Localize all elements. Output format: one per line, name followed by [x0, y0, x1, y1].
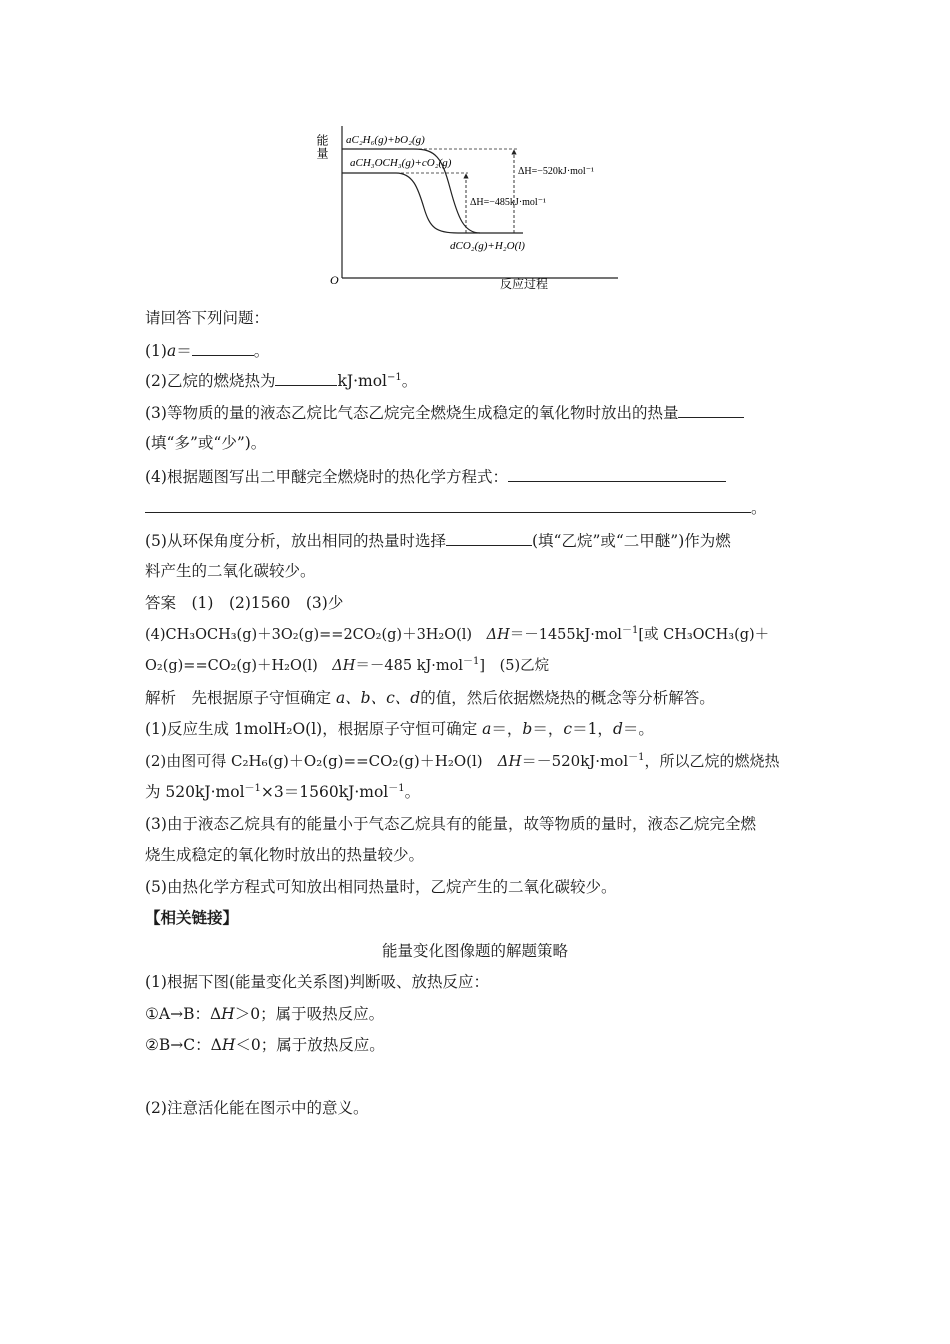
analysis-p2-l2-a: 为 520kJ·mol	[145, 783, 245, 801]
q3-text: (3)等物质的量的液态乙烷比气态乙烷完全燃烧生成稳定的氧化物时放出的热量	[145, 404, 679, 422]
analysis-p1	[145, 719, 654, 739]
dh-2-label: ΔH=−485kJ·mol⁻¹	[470, 197, 546, 208]
analysis-p2-l2-c: 。	[404, 783, 421, 801]
answer-line-2	[145, 625, 769, 645]
analysis-p2-l2-sup1: －1	[244, 782, 261, 794]
q1-eq: ＝	[176, 342, 192, 360]
analysis-p2-line-1	[145, 751, 780, 771]
related-p1-ii-b: ＜0；属于放热反应。	[235, 1036, 385, 1054]
related-p1-i-a: ①A→B：Δ	[145, 1005, 222, 1023]
q4-answer-blank-2[interactable]	[145, 497, 751, 513]
question-4-line-2	[145, 497, 767, 518]
y-axis-label: 能量	[315, 134, 329, 160]
q4-text: (4)根据题图写出二甲醚完全燃烧时的热化学方程式：	[145, 468, 508, 486]
analysis-p1-a: (1)反应生成 1molH₂O(l)，根据原子守恒可确定	[145, 720, 483, 738]
q1-answer-blank[interactable]	[192, 340, 254, 356]
question-3-line-1	[145, 402, 744, 423]
analysis-p2-l2-b: ×3＝1560kJ·mol	[260, 783, 389, 801]
answer-line-3	[145, 656, 549, 676]
reactant-a-label: aC₂H₆(g)+bO₂(g)	[346, 134, 425, 146]
related-p1-ii-a: ②B→C：Δ	[145, 1036, 222, 1054]
related-header: 【相关链接】	[145, 908, 239, 927]
answer-dh-1: ΔH	[486, 627, 510, 643]
analysis-p1-c: ＝，	[532, 720, 564, 738]
x-axis-label: 反应过程	[500, 277, 549, 291]
related-p1: (1)根据下图(能量变化关系图)判断吸、放热反应：	[145, 973, 490, 991]
analysis-p2-l2-sup2: －1	[388, 782, 405, 794]
answer-dh-1-value: ＝－1455kJ·mol	[509, 627, 622, 643]
analysis-p1-var-b: b	[522, 720, 533, 738]
q3-answer-blank[interactable]	[678, 402, 744, 418]
analysis-p2-sup: －1	[628, 752, 645, 763]
analysis-p1-var-c: c	[563, 720, 573, 738]
analysis-label: 解析 先根据原子守恒确定	[145, 689, 336, 707]
analysis-p3-line-2: 烧生成稳定的氧化物时放出的热量较少。	[145, 846, 425, 864]
product-label: dCO₂(g)+H₂O(l)	[450, 240, 525, 252]
analysis-p2-line-2	[145, 782, 420, 802]
analysis-intro	[145, 688, 715, 708]
analysis-p1-var-d: d	[612, 720, 623, 738]
question-5-line-2: 料产生的二氧化碳较少。	[145, 562, 316, 580]
question-4-line-1	[145, 466, 726, 487]
analysis-p2-eq: (2)由图可得 C₂H₆(g)＋O₂(g)==CO₂(g)＋H₂O(l)	[145, 752, 498, 770]
origin-label: O	[330, 273, 339, 287]
q2-unit: kJ·mol	[337, 372, 387, 390]
q5-text-b: (填“乙烷”或“二甲醚”)作为燃	[531, 532, 731, 550]
q1-prefix: (1)	[145, 342, 167, 360]
analysis-p1-e: ＝。	[622, 720, 654, 738]
question-5-line-1	[145, 530, 731, 551]
reactant-b-label: aCH₃OCH₃(g)+cO₂(g)	[350, 157, 452, 169]
answer-dh-2-value: ＝－485 kJ·mol	[355, 658, 464, 674]
question-intro: 请回答下列问题：	[145, 309, 270, 327]
q1-end: 。	[253, 342, 270, 360]
related-p1-ii-h: H	[221, 1036, 236, 1054]
energy-diagram	[315, 118, 638, 298]
q2-sup: −1	[387, 371, 402, 383]
analysis-p2-dh: ΔH	[497, 752, 522, 770]
energy-diagram-svg	[315, 118, 638, 298]
answer-line-1: 答案 (1) (2)1560 (3)少	[145, 594, 344, 612]
q4-end: 。	[751, 499, 767, 517]
q2-answer-blank[interactable]	[275, 370, 337, 386]
analysis-intro-end: 的值，然后依据燃烧热的概念等分析解答。	[420, 689, 715, 707]
analysis-p3-line-1: (3)由于液态乙烷具有的能量小于气态乙烷具有的能量，故等物质的量时，液态乙烷完全燃	[145, 815, 756, 833]
analysis-p2-text: ，所以乙烷的燃烧热	[644, 752, 780, 770]
q2-prefix: (2)乙烷的燃烧热为	[145, 372, 276, 390]
question-1	[145, 340, 269, 361]
answer-eq-2: O₂(g)==CO₂(g)＋H₂O(l)	[145, 658, 333, 674]
analysis-p1-b: ＝，	[491, 720, 523, 738]
related-p2: (2)注意活化能在图示中的意义。	[145, 1099, 369, 1117]
analysis-p2-dh-value: ＝－520kJ·mol	[521, 752, 629, 770]
related-p1-ii	[145, 1035, 385, 1055]
q4-answer-blank-1[interactable]	[508, 466, 726, 482]
analysis-p1-d: ＝1，	[572, 720, 613, 738]
q5-text-a: (5)从环保角度分析，放出相同的热量时选择	[145, 532, 446, 550]
analysis-vars: a、b、c、d	[335, 689, 421, 707]
answer-alt-start: [或 CH₃OCH₃(g)＋	[638, 627, 770, 643]
related-p1-i-h: H	[221, 1005, 235, 1023]
related-p1-i-b: ＞0；属于吸热反应。	[234, 1005, 385, 1023]
analysis-p5: (5)由热化学方程式可知放出相同热量时，乙烷产生的二氧化碳较少。	[145, 878, 617, 896]
answer-5: ] (5)乙烷	[479, 658, 550, 674]
q2-end: 。	[401, 372, 418, 390]
analysis-p1-var-a: a	[482, 720, 492, 738]
answer-eq-1: (4)CH₃OCH₃(g)＋3O₂(g)==2CO₂(g)＋3H₂O(l)	[145, 627, 487, 643]
q5-answer-blank[interactable]	[446, 530, 532, 546]
question-3-line-2: (填“多”或“少”)。	[145, 434, 267, 452]
dh-1-label: ΔH=−520kJ·mol⁻¹	[518, 166, 594, 177]
answer-dh-2-sup: －1	[463, 656, 480, 668]
related-p1-i	[145, 1004, 384, 1024]
answer-dh-2: ΔH	[332, 658, 356, 674]
question-2	[145, 370, 417, 391]
answer-dh-1-sup: －1	[621, 625, 639, 637]
q1-var: a	[166, 342, 177, 360]
related-title: 能量变化图像题的解题策略	[381, 942, 568, 960]
